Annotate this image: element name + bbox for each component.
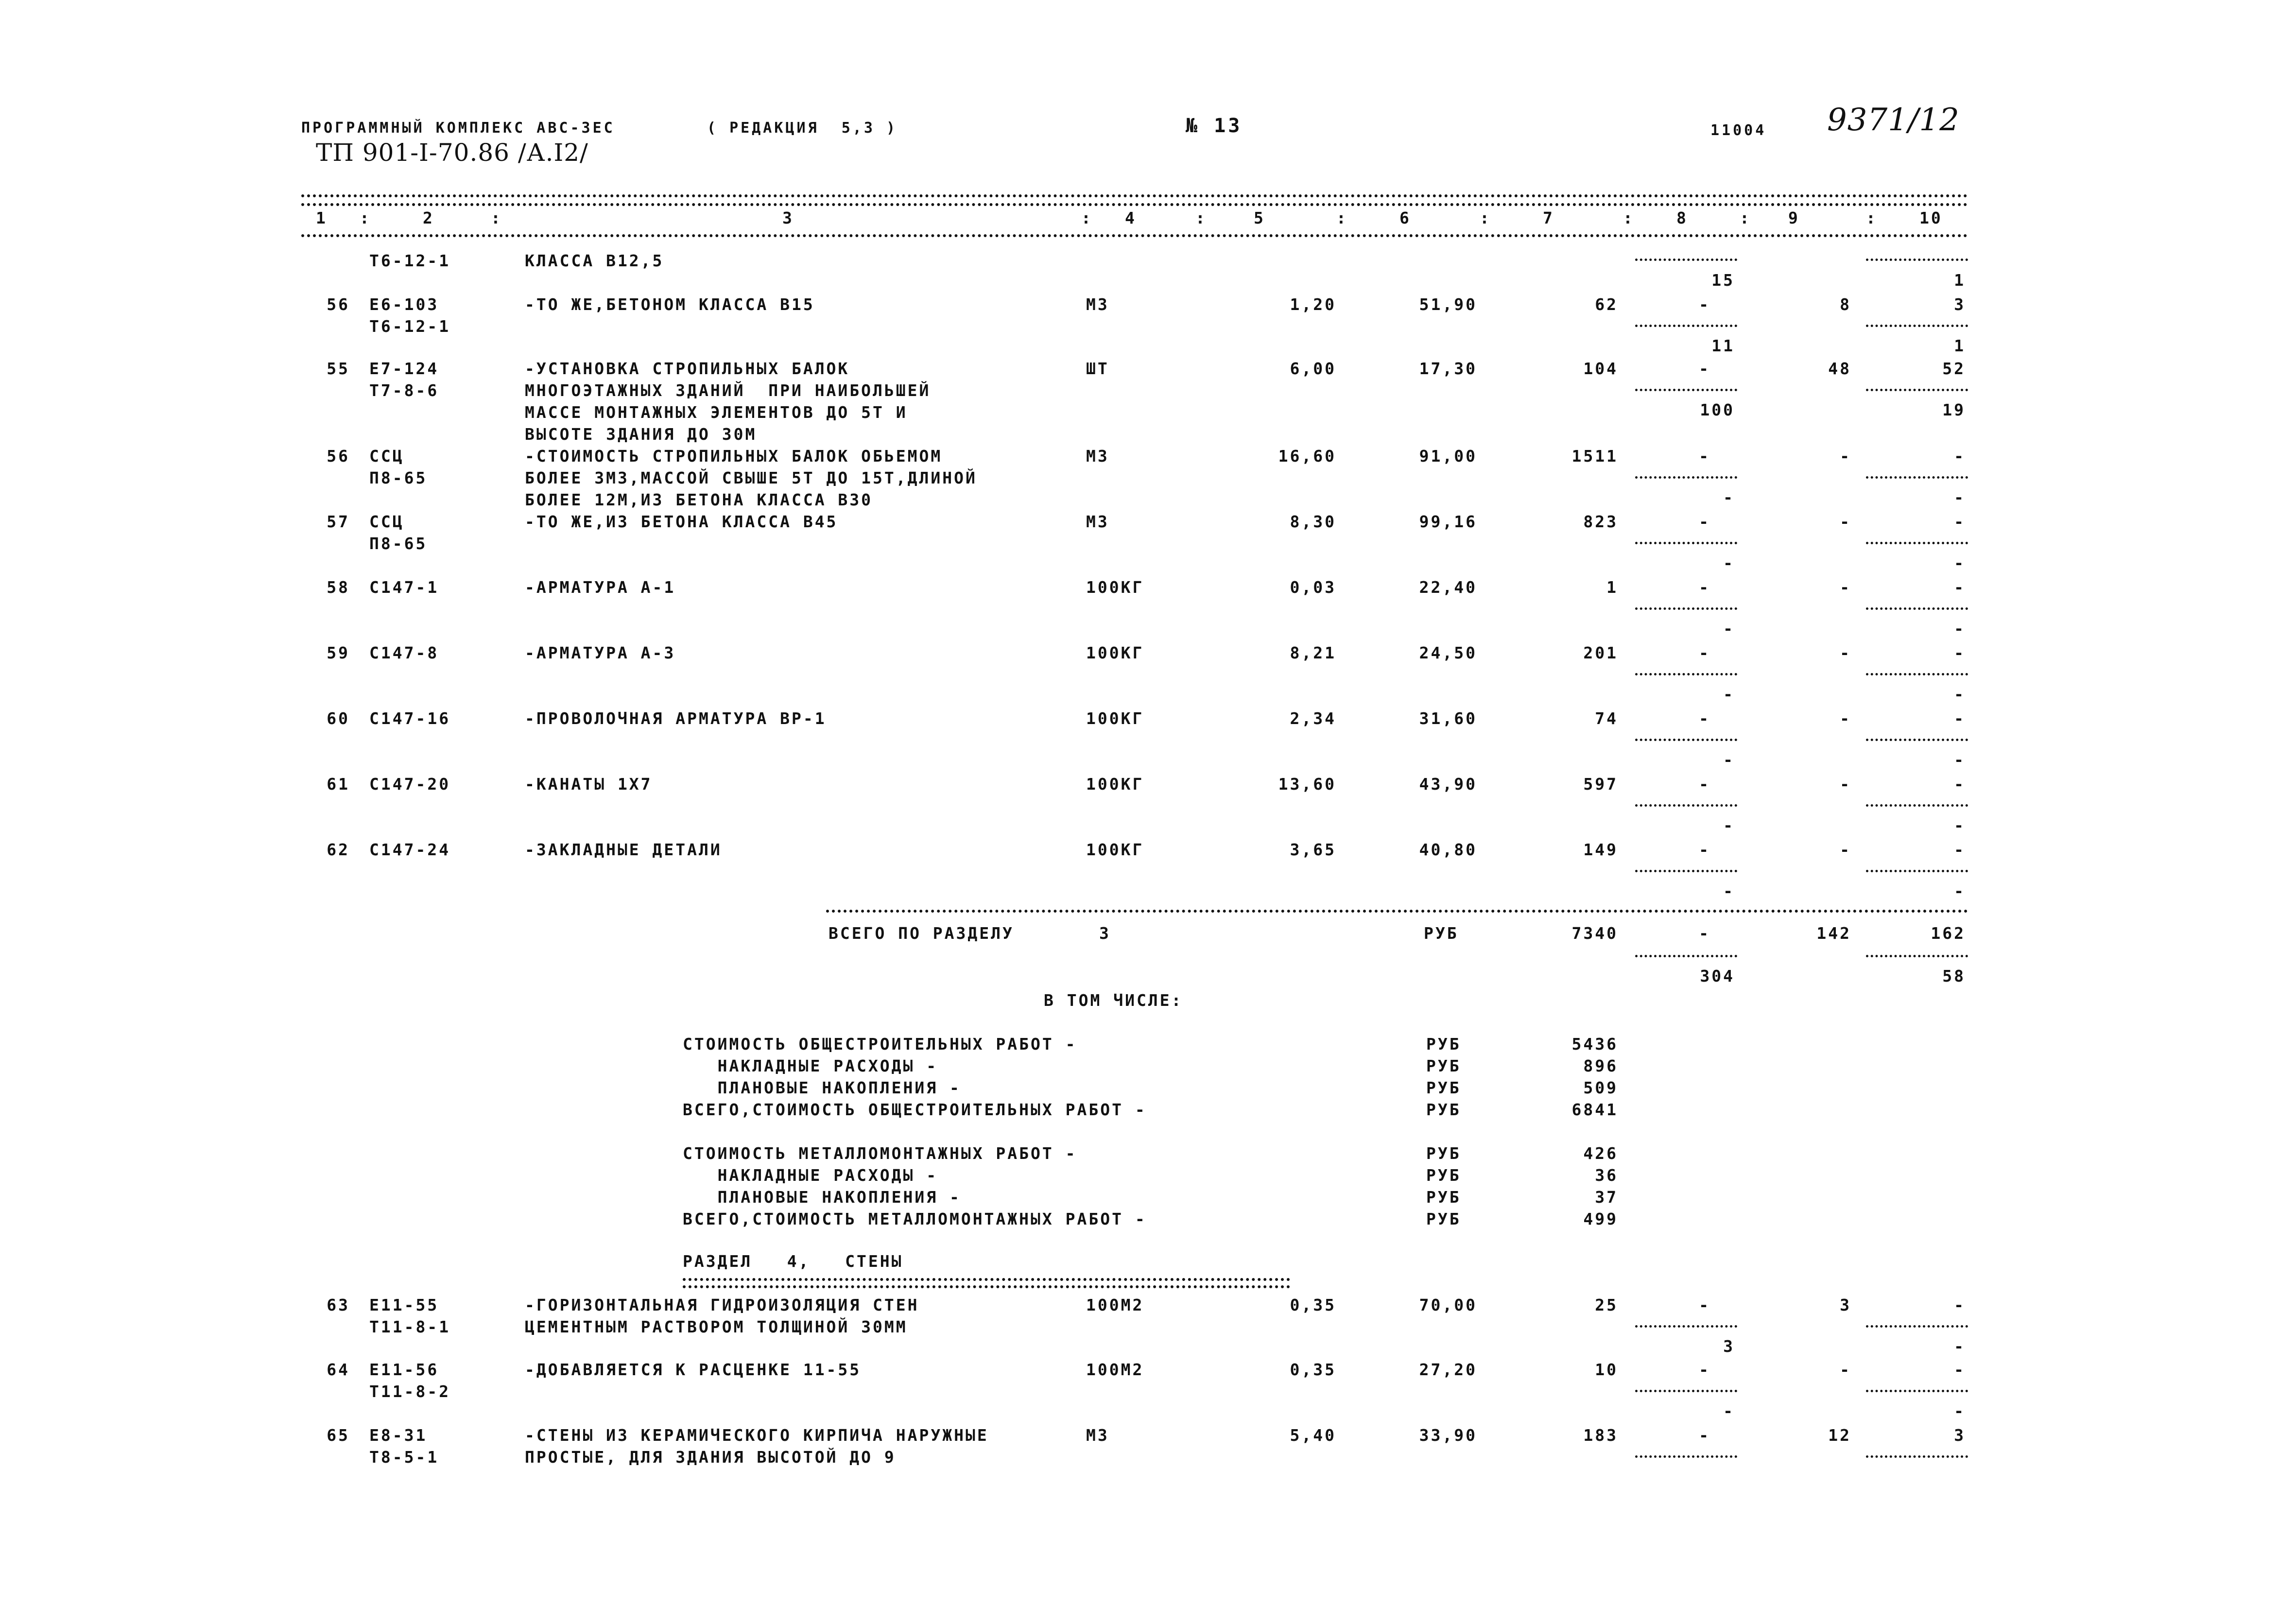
row-number: 61 [327,775,350,794]
row-c10-rule [1866,739,1968,741]
row-total: 25 [1595,1296,1618,1314]
row-c8-rule [1635,673,1737,675]
row-code: С147-20 [369,775,451,794]
row-c10-bottom: 19 [1942,400,1966,419]
row-c8-rule [1635,476,1737,479]
row-c8-top: - [1699,512,1710,531]
row-quantity: 8,21 [1290,643,1336,662]
section-total-c10-rule [1866,955,1968,957]
row-code: Е11-55 [369,1296,439,1314]
row-c10-top: - [1954,578,1966,597]
row-quantity: 0,35 [1290,1360,1336,1379]
row-c9: - [1840,709,1851,728]
row-unit-price: 91,00 [1419,447,1477,466]
breakdown-label: НАКЛАДНЫЕ РАСХОДЫ - [683,1056,938,1075]
column-header-6: 6 [1399,208,1411,227]
row-code: Е11-56 [369,1360,439,1379]
row-c10-bottom: - [1954,685,1966,704]
header-rule-top-2 [301,203,1968,206]
row-code: С147-24 [369,840,451,859]
row-c9: 12 [1828,1426,1851,1445]
row-code: С147-8 [369,643,439,662]
row-c10-top: - [1954,512,1966,531]
column-separator: : [1740,208,1751,227]
row-c10-rule [1866,607,1968,610]
column-separator: : [1623,208,1635,227]
row-unit-price: 70,00 [1419,1296,1477,1314]
section-total-c10-top: 162 [1931,924,1966,943]
row-c10-rule [1866,1325,1968,1328]
row-c10-top: 3 [1954,1426,1966,1445]
row-c8-rule [1635,1455,1737,1458]
edition-label: ( РЕДАКЦИЯ 5,3 ) [707,120,898,137]
row-name: МНОГОЭТАЖНЫХ ЗДАНИЙ ПРИ НАИБОЛЬШЕЙ [525,381,931,400]
row-unit: 100КГ [1086,643,1144,662]
row-number: 55 [327,359,350,378]
row-c8-bottom: - [1723,1401,1735,1420]
row-c8-top: - [1699,295,1710,314]
breakdown-label: СТОИМОСТЬ МЕТАЛЛОМОНТАЖНЫХ РАБОТ - [683,1144,1077,1163]
row-total: 823 [1583,512,1618,531]
row-number: 64 [327,1360,350,1379]
row-c10-rule-top [1866,259,1968,261]
doc-code: 11004 [1710,122,1767,139]
row-c8-top: - [1699,578,1710,597]
row-c8-rule [1635,1325,1737,1328]
row-c10-top: - [1954,775,1966,794]
row-c10-rule [1866,542,1968,544]
row-c8-top: - [1699,709,1710,728]
row-c8-rule [1635,1390,1737,1392]
row-c8-rule-top [1635,259,1737,261]
row-code: Т11-8-1 [369,1317,451,1336]
row-code: Т6-12-1 [369,251,451,270]
row-c10-top: 3 [1954,295,1966,314]
row-code: Е7-124 [369,359,439,378]
breakdown-label: ВСЕГО,СТОИМОСТЬ ОБЩЕСТРОИТЕЛЬНЫХ РАБОТ - [683,1100,1147,1119]
column-separator: : [1866,208,1878,227]
breakdown-unit: РУБ [1426,1035,1461,1054]
row-c8-top: - [1699,359,1710,378]
row-number: 57 [327,512,350,531]
row-c10-value: 1 [1954,271,1966,290]
row-c8-top: - [1699,1296,1710,1314]
row-unit: ШТ [1086,359,1109,378]
row-unit-price: 17,30 [1419,359,1477,378]
row-c10-rule [1866,476,1968,479]
breakdown-value: 37 [1595,1188,1618,1207]
breakdown-value: 36 [1595,1166,1618,1185]
row-total: 183 [1583,1426,1618,1445]
row-c10-top: - [1954,643,1966,662]
row-unit: М3 [1086,295,1109,314]
row-c8-bottom: - [1723,488,1735,507]
column-header-4: 4 [1125,208,1137,227]
breakdown-value: 499 [1583,1210,1618,1228]
row-c8-bottom: 100 [1700,400,1735,419]
row-c9: 3 [1840,1296,1851,1314]
row-c10-bottom: - [1954,488,1966,507]
row-total: 74 [1595,709,1618,728]
row-c10-top: - [1954,1360,1966,1379]
row-name: МАССЕ МОНТАЖНЫХ ЭЛЕМЕНТОВ ДО 5Т И [525,403,908,422]
row-c8-top: - [1699,775,1710,794]
row-code: ССЦ [369,447,404,466]
row-unit: М3 [1086,447,1109,466]
row-c10-rule [1866,804,1968,807]
row-code: Е8-31 [369,1426,428,1445]
project-code: ТП 901-I-70.86 /А.I2/ [316,138,588,167]
row-c10-rule [1866,870,1968,872]
section-total-c10-bottom: 58 [1942,967,1966,985]
row-unit-price: 99,16 [1419,512,1477,531]
row-c8-rule [1635,542,1737,544]
row-c8-rule [1635,739,1737,741]
breakdown-unit: РУБ [1426,1166,1461,1185]
column-separator: : [1336,208,1348,227]
row-c8-bottom: 3 [1723,1337,1735,1356]
row-code: П8-65 [369,534,428,553]
breakdown-unit: РУБ [1426,1144,1461,1163]
row-number: 63 [327,1296,350,1314]
column-separator: : [360,208,371,227]
row-number: 62 [327,840,350,859]
row-name: -ПРОВОЛОЧНАЯ АРМАТУРА ВР-1 [525,709,827,728]
breakdown-label: ПЛАНОВЫЕ НАКОПЛЕНИЯ - [683,1078,961,1097]
section-title-rule-2 [683,1285,1290,1288]
row-c9: 8 [1840,295,1851,314]
row-c9: 48 [1828,359,1851,378]
row-c10-bottom: - [1954,816,1966,835]
column-separator: : [1480,208,1491,227]
row-unit-price: 33,90 [1419,1426,1477,1445]
row-c10-bottom: - [1954,1401,1966,1420]
row-c8-rule [1635,607,1737,610]
row-code: Т8-5-1 [369,1448,439,1467]
row-c8-bottom: - [1723,685,1735,704]
breakdown-value: 509 [1583,1078,1618,1097]
row-name: ЦЕМЕНТНЫМ РАСТВОРОМ ТОЛЩИНОЙ 30ММ [525,1317,908,1336]
breakdown-label: НАКЛАДНЫЕ РАСХОДЫ - [683,1166,938,1185]
section-total-c9: 142 [1816,924,1851,943]
row-quantity: 6,00 [1290,359,1336,378]
row-quantity: 0,35 [1290,1296,1336,1314]
row-total: 62 [1595,295,1618,314]
breakdown-value: 5436 [1571,1035,1618,1054]
row-name: -СТОИМОСТЬ СТРОПИЛЬНЫХ БАЛОК ОБЬЕМОМ [525,447,943,466]
row-c8-top: - [1699,840,1710,859]
row-c10-top: 52 [1942,359,1966,378]
row-total: 1511 [1571,447,1618,466]
row-unit-price: 43,90 [1419,775,1477,794]
row-code: Т7-8-6 [369,381,439,400]
breakdown-label: ВСЕГО,СТОИМОСТЬ МЕТАЛЛОМОНТАЖНЫХ РАБОТ - [683,1210,1147,1228]
row-c10-top: - [1954,447,1966,466]
row-name: -АРМАТУРА А-1 [525,578,676,597]
row-c8-rule [1635,325,1737,327]
handwritten-number: 9371/12 [1827,102,1960,138]
column-header-9: 9 [1788,208,1800,227]
row-c10-rule [1866,325,1968,327]
row-name: КЛАССА В12,5 [525,251,664,270]
row-c10-bottom: - [1954,881,1966,900]
column-header-3: 3 [782,208,794,227]
row-unit: М3 [1086,512,1109,531]
column-header-5: 5 [1254,208,1265,227]
row-c10-rule [1866,389,1968,391]
row-number: 65 [327,1426,350,1445]
row-c10-rule [1866,1455,1968,1458]
breakdown-unit: РУБ [1426,1100,1461,1119]
section-total-c8-rule [1635,955,1737,957]
row-name: БОЛЕЕ 12М,ИЗ БЕТОНА КЛАССА В30 [525,490,873,509]
row-unit: М3 [1086,1426,1109,1445]
section-total-num: 3 [1099,924,1111,943]
row-code: Е6-103 [369,295,439,314]
section-total-value: 7340 [1571,924,1618,943]
row-name: -ТО ЖЕ,ИЗ БЕТОНА КЛАССА В45 [525,512,838,531]
row-quantity: 5,40 [1290,1426,1336,1445]
row-c8-top: - [1699,1426,1710,1445]
program-title: ПРОГРАММНЫЙ КОМПЛЕКС АВС-3ЕС [301,120,615,137]
row-name: -ЗАКЛАДНЫЕ ДЕТАЛИ [525,840,722,859]
row-c9: - [1840,578,1851,597]
row-c9: - [1840,775,1851,794]
row-name: -ДОБАВЛЯЕТСЯ К РАСЦЕНКЕ 11-55 [525,1360,862,1379]
row-name: ПРОСТЫЕ, ДЛЯ ЗДАНИЯ ВЫСОТОЙ ДО 9 [525,1448,896,1467]
column-header-2: 2 [423,208,434,227]
breakdown-value: 896 [1583,1056,1618,1075]
row-name: -ТО ЖЕ,БЕТОНОМ КЛАССА В15 [525,295,815,314]
row-quantity: 16,60 [1278,447,1336,466]
row-unit-price: 22,40 [1419,578,1477,597]
row-total: 104 [1583,359,1618,378]
row-number: 58 [327,578,350,597]
row-name: -СТЕНЫ ИЗ КЕРАМИЧЕСКОГО КИРПИЧА НАРУЖНЫЕ [525,1426,989,1445]
row-unit-price: 40,80 [1419,840,1477,859]
row-code: С147-16 [369,709,451,728]
row-code: П8-65 [369,468,428,487]
breakdown-label: ПЛАНОВЫЕ НАКОПЛЕНИЯ - [683,1188,961,1207]
row-unit-price: 31,60 [1419,709,1477,728]
row-quantity: 13,60 [1278,775,1336,794]
header-rule-bottom [301,234,1968,237]
row-c9: - [1840,447,1851,466]
row-quantity: 0,03 [1290,578,1336,597]
breakdown-unit: РУБ [1426,1078,1461,1097]
row-c9: - [1840,643,1851,662]
row-unit: 100КГ [1086,775,1144,794]
row-c10-bottom: 1 [1954,336,1966,355]
section-total-c8-top: - [1699,924,1710,943]
breakdown-value: 6841 [1571,1100,1618,1119]
section-title-rule [683,1278,1290,1281]
row-c10-top: - [1954,709,1966,728]
row-c10-rule [1866,673,1968,675]
row-c10-top: - [1954,840,1966,859]
row-c8-bottom: - [1723,619,1735,638]
row-c8-top: - [1699,1360,1710,1379]
row-unit-price: 51,90 [1419,295,1477,314]
row-code: С147-1 [369,578,439,597]
column-header-1: 1 [316,208,328,227]
breakdown-unit: РУБ [1426,1188,1461,1207]
row-name: -УСТАНОВКА СТРОПИЛЬНЫХ БАЛОК [525,359,850,378]
row-c8-bottom: - [1723,553,1735,572]
section-title: РАЗДЕЛ 4, СТЕНЫ [683,1252,903,1271]
row-quantity: 3,65 [1290,840,1336,859]
row-quantity: 1,20 [1290,295,1336,314]
including-label: В ТОМ ЧИСЛЕ: [1044,991,1183,1010]
page-number: № 13 [1186,115,1243,137]
row-number: 56 [327,447,350,466]
row-unit-price: 27,20 [1419,1360,1477,1379]
row-number: 60 [327,709,350,728]
column-header-10: 10 [1919,208,1943,227]
row-name: -АРМАТУРА А-3 [525,643,676,662]
row-c8-rule [1635,870,1737,872]
row-c8-bottom: - [1723,816,1735,835]
row-total: 149 [1583,840,1618,859]
row-total: 10 [1595,1360,1618,1379]
row-number: 59 [327,643,350,662]
column-separator: : [1081,208,1093,227]
breakdown-value: 426 [1583,1144,1618,1163]
row-c9: - [1840,840,1851,859]
breakdown-unit: РУБ [1426,1056,1461,1075]
row-c8-rule [1635,804,1737,807]
row-c10-rule [1866,1390,1968,1392]
row-unit: 100КГ [1086,578,1144,597]
row-code: Т11-8-2 [369,1382,451,1401]
breakdown-unit: РУБ [1426,1210,1461,1228]
row-unit-price: 24,50 [1419,643,1477,662]
row-c8-bottom: 11 [1711,336,1735,355]
row-c8-bottom: - [1723,881,1735,900]
row-quantity: 8,30 [1290,512,1336,531]
row-c10-bottom: - [1954,553,1966,572]
column-separator: : [1195,208,1207,227]
row-c8-top: - [1699,447,1710,466]
row-c10-bottom: - [1954,1337,1966,1356]
row-total: 1 [1606,578,1618,597]
row-total: 201 [1583,643,1618,662]
row-name: ВЫСОТЕ ЗДАНИЯ ДО 30М [525,425,757,444]
row-unit: 100КГ [1086,709,1144,728]
row-c8-value: 15 [1711,271,1735,290]
column-separator: : [491,208,502,227]
row-c8-top: - [1699,643,1710,662]
row-c9: - [1840,512,1851,531]
header-rule-top [301,194,1968,197]
row-quantity: 2,34 [1290,709,1336,728]
row-c8-rule [1635,389,1737,391]
row-c10-bottom: - [1954,750,1966,769]
row-c9: - [1840,1360,1851,1379]
row-code: ССЦ [369,512,404,531]
row-c10-bottom: - [1954,619,1966,638]
row-code: Т6-12-1 [369,317,451,336]
row-unit: 100М2 [1086,1296,1144,1314]
row-unit: 100КГ [1086,840,1144,859]
row-unit: 100М2 [1086,1360,1144,1379]
row-total: 597 [1583,775,1618,794]
column-header-8: 8 [1676,208,1688,227]
row-name: БОЛЕЕ 3М3,МАССОЙ СВЫШЕ 5Т ДО 15Т,ДЛИНОЙ [525,468,977,487]
section-total-c8-bottom: 304 [1700,967,1735,985]
row-c10-top: - [1954,1296,1966,1314]
breakdown-label: СТОИМОСТЬ ОБЩЕСТРОИТЕЛЬНЫХ РАБОТ - [683,1035,1077,1054]
row-number: 56 [327,295,350,314]
section-total-unit: РУБ [1424,924,1459,943]
total-rule [826,910,1968,913]
row-name: -ГОРИЗОНТАЛЬНАЯ ГИДРОИЗОЛЯЦИЯ СТЕН [525,1296,919,1314]
row-name: -КАНАТЫ 1Х7 [525,775,653,794]
section-total-label: ВСЕГО ПО РАЗДЕЛУ [829,924,1014,943]
row-c8-bottom: - [1723,750,1735,769]
column-header-7: 7 [1543,208,1554,227]
